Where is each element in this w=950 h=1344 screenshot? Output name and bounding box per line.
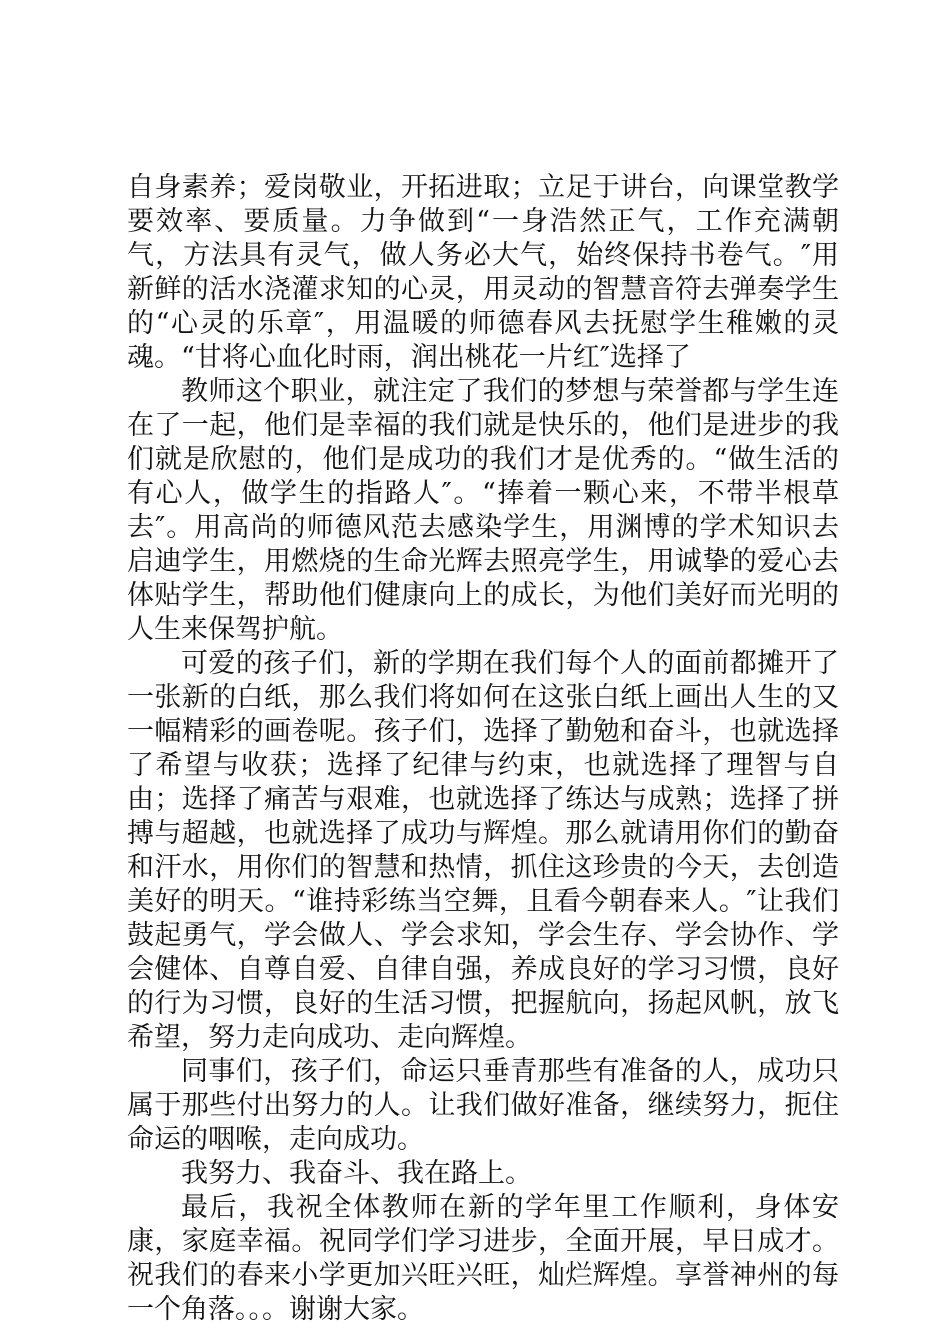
paragraph-6: 最后，我祝全体教师在新的学年里工作顺利，身体安康，家庭幸福。祝同学们学习进步，全面开展，早日成才。祝我们的春来小学更加兴旺兴旺，灿烂辉煌。享誉神州的每一个角落。。。谢谢大家。 xyxy=(127,1192,839,1325)
document-body xyxy=(127,171,839,1327)
paragraph-4: 同事们，孩子们，命运只垂青那些有准备的人，成功只属于那些付出努力的人。让我们做好准备，继续努力，扼住命运的咽喉，走向成功。 xyxy=(127,1056,839,1155)
paragraph-3: 可爱的孩子们，新的学期在我们每个人的面前都摊开了一张新的白纸，那么我们将如何在这张白纸上画出人生的又一幅精彩的画卷呢。孩子们，选择了勤勉和奋斗，也就选择了希望与收获；选择了纪律与约束，也就选择了理智与自由；选择了痛苦与艰难，也就选择了练达与成熟；选择了拼搏与超越，也就选择了成功与辉煌。那么就请用你们的勤奋和汗水，用你们的智慧和热情，抓住这珍贵的今天，去创造美好的明天。“谁持彩练当空舞，且看今朝春来人。″让我们鼓起勇气，学会做人、学会求知，学会生存、学会协作、学会健体、自尊自爱、自律自强，养成良好的学习习惯，良好的行为习惯，良好的生活习惯，把握航向，扬起风帆，放飞希望，努力走向成功、走向辉煌。 xyxy=(127,648,839,1053)
paragraph-5: 我努力、我奋斗、我在路上。 xyxy=(181,1158,532,1189)
paragraph-2: 教师这个职业，就注定了我们的梦想与荣誉都与学生连在了一起，他们是幸福的我们就是快乐的，他们是进步的我们就是欣慰的，他们是成功的我们才是优秀的。“做生活的有心人，做学生的指路人″。“捧着一颗心来，不带半根草去″。用高尚的师德风范去感染学生，用渊博的学术知识去启迪学生，用燃烧的生命光辉去照亮学生，用诚挚的爱心去体贴学生，帮助他们健康向上的成长，为他们美好而光明的人生来保驾护航。 xyxy=(127,376,839,645)
paragraph-1: 自身素养；爱岗敬业，开拓进取；立足于讲台，向课堂教学要效率、要质量。力争做到“一身浩然正气，工作充满朝气，方法具有灵气，做人务必大气，始终保持书卷气。″用新鲜的活水浇灌求知的心灵，用灵动的智慧音符去弹奏学生的“心灵的乐章″，用温暖的师德春风去抚慰学生稚嫩的灵魂。“甘将心血化时雨，润出桃花一片红″选择了 xyxy=(127,172,839,373)
